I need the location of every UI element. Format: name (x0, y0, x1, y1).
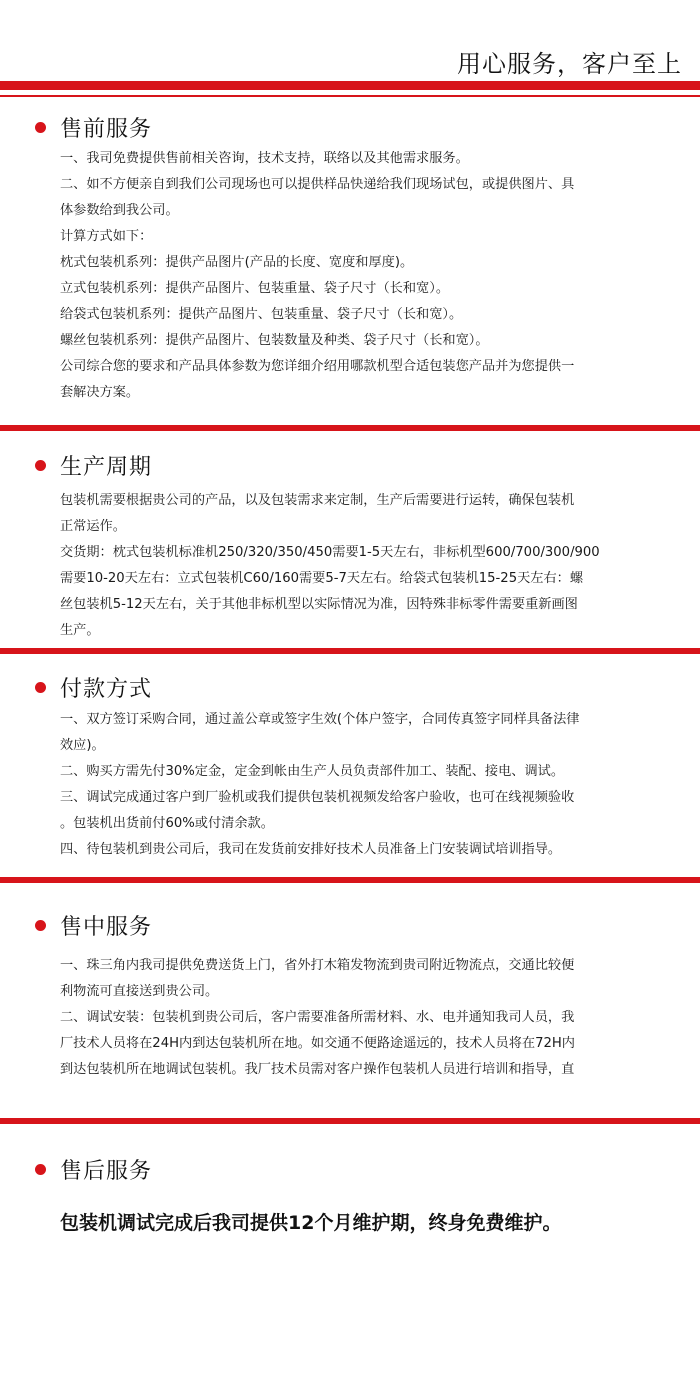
section-divider (0, 425, 700, 431)
section-heading (35, 112, 152, 142)
header-bar (0, 81, 700, 90)
text-line: 一、珠三角内我司提供免费送货上门，省外打木箱发物流到贵司附近物流点，交通比较便 (60, 958, 575, 973)
section-body (60, 146, 660, 406)
text-line: 利物流可直接送到贵公司。 (60, 984, 219, 999)
text-line: 交货期：枕式包装机标准机250/320/350/450需要1-5天左右，非标机型600/700/300/900 (60, 545, 600, 560)
bullet-dot-icon (35, 460, 46, 471)
text-line: 套解决方案。 (60, 385, 140, 400)
text-line: 给袋式包装机系列：提供产品图片、包装重量、袋子尺寸（长和宽）。 (60, 307, 463, 322)
section-divider (0, 648, 700, 654)
text-line: 螺丝包装机系列：提供产品图片、包装数量及种类、袋子尺寸（长和宽）。 (60, 333, 489, 348)
text-line: 枕式包装机系列：提供产品图片(产品的长度、宽度和厚度)。 (60, 255, 414, 270)
text-line: 三、调试完成通过客户到厂验机或我们提供包装机视频发给客户验收，也可在线视频验收 (60, 790, 575, 805)
section-divider (0, 1118, 700, 1124)
section-title: 售前服务 (60, 116, 153, 142)
text-line: 。包装机出货前付60%或付清余款。 (60, 816, 274, 831)
text-line: 四、待包装机到贵公司后，我司在发货前安排好技术人员准备上门安装调试培训指导。 (60, 842, 562, 857)
section-title: 付款方式 (60, 676, 153, 702)
text-line: 公司综合您的要求和产品具体参数为您详细介绍用哪款机型合适包装您产品并为您提供一 (60, 359, 575, 374)
section-heading (35, 672, 152, 702)
text-line: 到达包装机所在地调试包装机。我厂技术员需对客户操作包装机人员进行培训和指导，直 (60, 1062, 575, 1077)
bullet-dot-icon (35, 122, 46, 133)
section-body (60, 953, 660, 1083)
text-line: 立式包装机系列：提供产品图片、包装重量、袋子尺寸（长和宽）。 (60, 281, 450, 296)
text-line: 体参数给到我公司。 (60, 203, 179, 218)
text-line: 一、双方签订采购合同，通过盖公章或签字生效(个体户签字，合同传真签字同样具备法律 (60, 712, 580, 727)
text-line: 需要10-20天左右：立式包装机C60/160需要5-7天左右。给袋式包装机15-25天左右：螺 (60, 571, 584, 586)
section-title: 售后服务 (60, 1158, 153, 1184)
bullet-dot-icon (35, 1164, 46, 1175)
section-body (60, 707, 660, 863)
header-slogan: 用心服务，客户至上 (457, 50, 682, 78)
section-body (60, 488, 660, 644)
text-line: 二、调试安装：包装机到贵公司后，客户需要准备所需材料、水、电并通知我司人员，我 (60, 1010, 575, 1025)
section-heading (35, 910, 152, 940)
bullet-dot-icon (35, 920, 46, 931)
text-line: 包装机需要根据贵公司的产品，以及包装需求来定制，生产后需要进行运转，确保包装机 (60, 493, 575, 508)
text-line: 正常运作。 (60, 519, 126, 534)
text-line: 效应)。 (60, 738, 105, 753)
section-heading (35, 450, 152, 480)
section-title: 生产周期 (60, 454, 153, 480)
text-line: 二、购买方需先付30%定金，定金到帐由生产人员负责部件加工、装配、接电、调试。 (60, 764, 565, 779)
text-line: 丝包装机5-12天左右，关于其他非标机型以实际情况为准，因特殊非标零件需要重新画图 (60, 597, 578, 612)
text-line: 二、如不方便亲自到我们公司现场也可以提供样品快递给我们现场试包，或提供图片、具 (60, 177, 575, 192)
section-heading (35, 1154, 152, 1184)
aftersale-text: 包装机调试完成后我司提供12个月维护期，终身免费维护。 (60, 1212, 562, 1234)
text-line: 一、我司免费提供售前相关咨询，技术支持，联络以及其他需求服务。 (60, 151, 469, 166)
section-divider (0, 877, 700, 883)
bullet-dot-icon (35, 682, 46, 693)
header-bar-thin (0, 95, 700, 97)
section-title: 售中服务 (60, 914, 153, 940)
text-line: 厂技术人员将在24H内到达包装机所在地。如交通不便路途遥远的，技术人员将在72H内 (60, 1036, 575, 1051)
text-line: 计算方式如下： (60, 229, 153, 244)
text-line: 生产。 (60, 623, 100, 638)
